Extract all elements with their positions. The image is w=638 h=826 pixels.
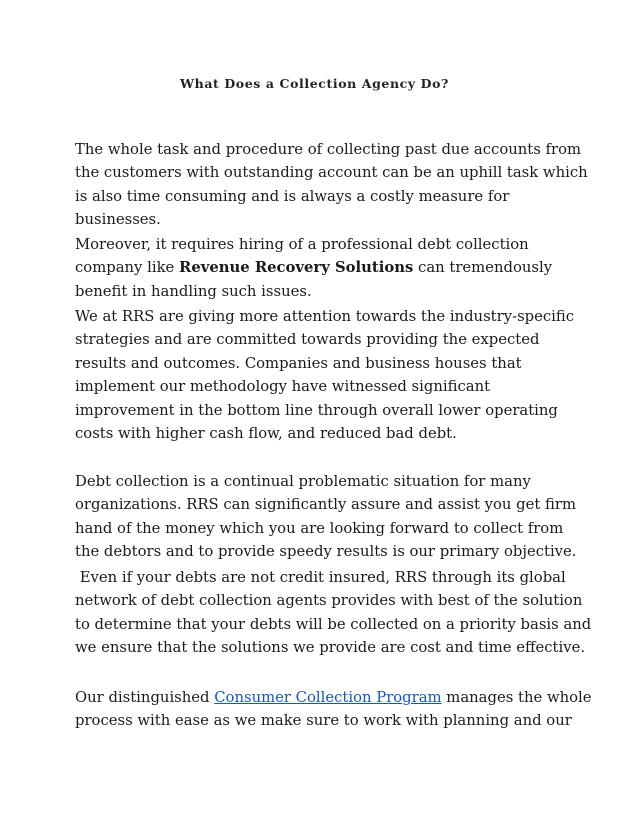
paragraph-line: organizations. RRS can significantly assure and assist you get firm xyxy=(75,496,576,514)
paragraph-line: improvement in the bottom line through overall lower operating xyxy=(75,401,558,419)
text-segment: manages the whole xyxy=(441,689,592,706)
paragraph-line: implement our methodology have witnessed significant xyxy=(75,378,491,396)
paragraph-3 xyxy=(75,305,575,445)
paragraph-5 xyxy=(75,566,592,660)
paragraph-6 xyxy=(75,686,592,733)
paragraph-1 xyxy=(75,138,588,232)
paragraph-line: Even if your debts are not credit insured, RRS through its global xyxy=(75,569,566,586)
paragraph-line: hand of the money which you are looking forward to collect from xyxy=(75,519,564,537)
text-segment: can tremendously xyxy=(413,259,553,277)
paragraph-line: Moreover, it requires hiring of a professional debt collection xyxy=(75,236,529,253)
paragraph-line: strategies and are committed towards providing the expected xyxy=(75,331,540,349)
paragraph-line: network of debt collection agents provides with best of the solution xyxy=(75,592,583,610)
paragraph-2 xyxy=(75,233,567,303)
paragraph-line: businesses. xyxy=(75,211,161,229)
paragraph-line: costs with higher cash flow, and reduced bad debt. xyxy=(75,425,457,443)
paragraph-line xyxy=(75,256,567,279)
paragraph-line: the debtors and to provide speedy results is our primary objective. xyxy=(75,543,577,561)
consumer-collection-program-link[interactable]: Consumer Collection Program xyxy=(214,689,442,706)
paragraph-line: We at RRS are giving more attention towards the industry-specific xyxy=(75,308,575,325)
paragraph-line: process with ease as we make sure to work with planning and our xyxy=(75,712,572,730)
paragraph-4 xyxy=(75,470,577,564)
paragraph-line: Debt collection is a continual problematic situation for many xyxy=(75,473,531,490)
paragraph-line: the customers with outstanding account can be an uphill task which xyxy=(75,164,588,182)
company-name-bold: Revenue Recovery Solutions xyxy=(179,259,414,277)
paragraph-line: we ensure that the solutions we provide are cost and time effective. xyxy=(75,639,586,657)
document-title: What Does a Collection Agency Do? xyxy=(180,76,449,91)
paragraph-line: benefit in handling such issues. xyxy=(75,282,312,300)
paragraph-line: results and outcomes. Companies and business houses that xyxy=(75,354,522,372)
text-segment: Our distinguished xyxy=(75,689,215,706)
paragraph-line xyxy=(75,686,592,709)
text-segment: company like xyxy=(75,259,180,277)
paragraph-line: is also time consuming and is always a costly measure for xyxy=(75,187,510,205)
paragraph-line: The whole task and procedure of collecting past due accounts from xyxy=(75,141,582,158)
paragraph-line: to determine that your debts will be collected on a priority basis and xyxy=(75,615,592,633)
